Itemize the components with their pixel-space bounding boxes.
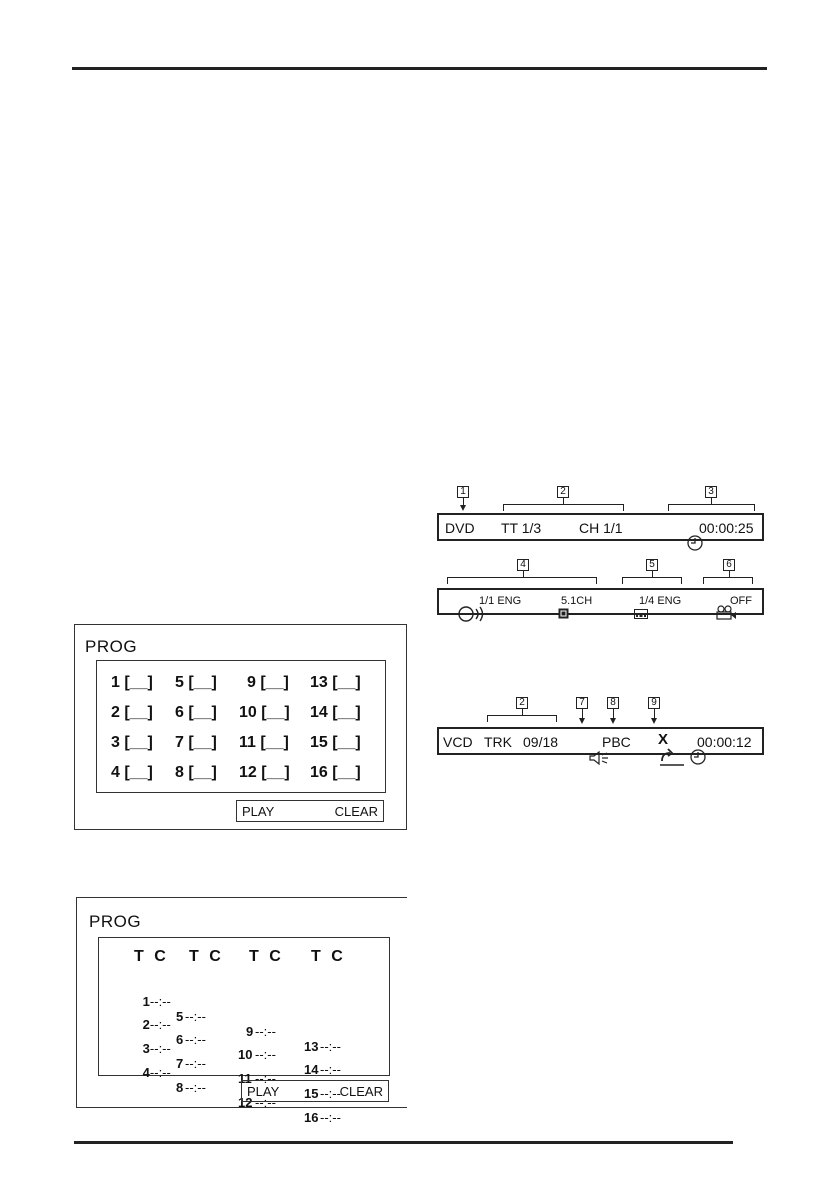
tc-row: 4--:-- 8 --:-- 12 --:-- 16 --:--: [142, 1065, 341, 1125]
dvd-osd-bar: [437, 513, 764, 541]
callout-1-arrow: [460, 505, 466, 511]
chapter-indicator: CH 1/1: [579, 520, 623, 536]
callout-4: 4: [517, 559, 529, 571]
callout-1-line: [463, 498, 464, 505]
program-panel-track-chapter: [76, 897, 407, 1125]
callout-3: 3: [705, 486, 717, 498]
program-slot[interactable]: 16 [__]: [310, 764, 361, 781]
program-slot[interactable]: 15 [__]: [310, 734, 361, 751]
program-slot[interactable]: 3 [__]: [111, 734, 153, 751]
subtitle-track: 1/4 ENG: [639, 595, 682, 607]
program-panel-slots: [74, 624, 407, 830]
callout-8-line: [613, 709, 614, 718]
disc-type: VCD: [443, 734, 473, 750]
callout-7-arrow: [579, 718, 585, 724]
callout-2b-bracket: [487, 715, 557, 722]
callout-7: 7: [576, 697, 588, 709]
vcd-osd-bar: [437, 727, 764, 755]
program-slot[interactable]: 11 [__]: [239, 734, 289, 751]
callout-2: 2: [557, 486, 569, 498]
program-slot[interactable]: 2 [__]: [111, 704, 153, 721]
repeat-off-mark: X: [658, 731, 669, 748]
clear-button[interactable]: CLEAR: [339, 1084, 383, 1099]
column-header: T C: [189, 948, 221, 965]
callout-9-arrow: [651, 718, 657, 724]
column-header: T C: [134, 948, 166, 965]
panel-title: PROG: [89, 912, 142, 931]
program-slot[interactable]: 1 [__]: [111, 674, 153, 691]
elapsed-time: 00:00:25: [699, 520, 754, 536]
tc-row: 1--:-- 5 --:-- 9 --:-- 13 --:--: [142, 994, 341, 1054]
callout-5: 5: [646, 559, 658, 571]
callout-7-line: [582, 709, 583, 718]
play-clear-box: [241, 1080, 389, 1102]
column-header: T C: [311, 948, 343, 965]
program-slot[interactable]: 7 [__]: [175, 734, 217, 751]
pbc-indicator: PBC: [602, 734, 631, 750]
tc-row: 3--:-- 7 --:-- 11 --:-- 15 --:--: [142, 1041, 341, 1101]
header-rule: [72, 67, 767, 70]
clear-button[interactable]: CLEAR: [334, 804, 378, 819]
disc-type: DVD: [445, 520, 475, 536]
panel-title: PROG: [85, 637, 138, 656]
tc-row: 2--:-- 6 --:-- 10 --:-- 14 --:--: [142, 1017, 341, 1077]
program-slot[interactable]: 4 [__]: [111, 764, 153, 781]
program-slot[interactable]: 10 [__]: [239, 704, 290, 721]
program-slot-grid: [96, 660, 386, 793]
program-slot[interactable]: 9 [__]: [247, 674, 289, 691]
callout-9-line: [654, 709, 655, 718]
program-slot[interactable]: 13 [__]: [310, 674, 361, 691]
callout-2-bracket: [503, 504, 624, 511]
audio-channels: 5.1CH: [561, 595, 593, 607]
program-slot[interactable]: 12 [__]: [239, 764, 290, 781]
program-slot[interactable]: 14 [__]: [310, 704, 361, 721]
callout-1: 1: [457, 486, 469, 498]
callout-9: 9: [648, 697, 660, 709]
footer-rule: [74, 1141, 733, 1144]
program-slot[interactable]: 5 [__]: [175, 674, 217, 691]
track-label: TRK: [484, 734, 512, 750]
title-indicator: TT 1/3: [501, 520, 542, 536]
audio-track: 1/1 ENG: [479, 595, 522, 607]
play-button[interactable]: PLAY: [247, 1084, 280, 1099]
program-slot[interactable]: 8 [__]: [175, 764, 217, 781]
play-clear-box: [236, 800, 384, 822]
track-indicator: 09/18: [523, 734, 559, 750]
angle-status: OFF: [730, 595, 752, 607]
callout-6: 6: [723, 559, 735, 571]
callout-8-arrow: [610, 718, 616, 724]
callout-2b: 2: [516, 697, 528, 709]
dvd-osd2-bar: [437, 588, 764, 615]
elapsed-time: 00:00:12: [697, 734, 752, 750]
play-button[interactable]: PLAY: [242, 804, 275, 819]
callout-8: 8: [607, 697, 619, 709]
callout-4-bracket: [447, 577, 597, 584]
callout-3-bracket: [668, 504, 755, 511]
program-slot[interactable]: 6 [__]: [175, 704, 217, 721]
callout-5-bracket: [622, 577, 682, 584]
callout-6-bracket: [703, 577, 753, 584]
column-header: T C: [249, 948, 281, 965]
